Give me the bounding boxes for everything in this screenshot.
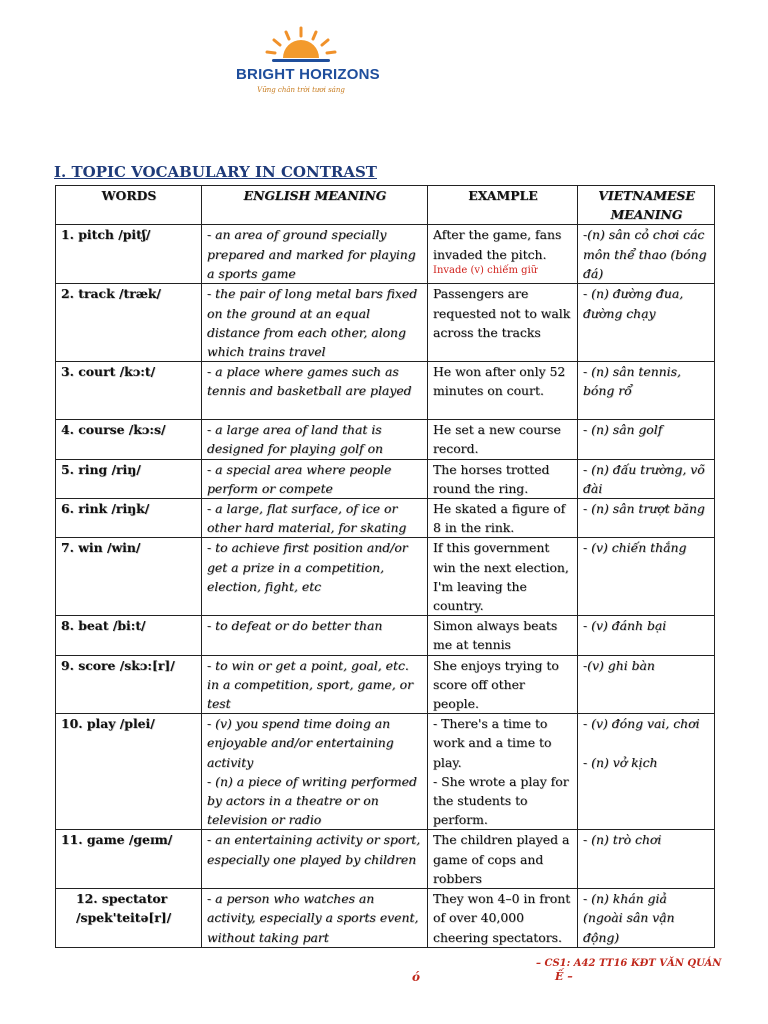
english-meaning-cell: - a large, flat surface, of ice or other hard material, for skating: [202, 499, 428, 538]
example-cell: [428, 225, 578, 284]
vietnamese-meaning-cell: - (n) sân trượt băng: [578, 499, 715, 538]
table-row: [56, 655, 715, 714]
example-cell: The horses trotted round the ring.: [428, 459, 578, 498]
example-text: After the game, fans invaded the pitch.: [433, 227, 562, 262]
example-cell: Passengers are requested not to walk across the tracks: [428, 284, 578, 362]
english-meaning-cell: - an entertaining activity or sport, especially one played by children: [202, 830, 428, 889]
word-cell: 7. win /win/: [56, 538, 202, 616]
section-title: I. TOPIC VOCABULARY IN CONTRAST: [54, 163, 377, 181]
vietnamese-meaning-cell: - (n) khán giả (ngoài sân vận động): [578, 889, 715, 948]
vietnamese-meaning-cell: - (n) sân golf: [578, 420, 715, 459]
table-row: [56, 420, 715, 459]
english-meaning-cell: - to achieve first position and/or get a prize in a competition, election, fight, etc: [202, 538, 428, 616]
example-cell: The children played a game of cops and robbers: [428, 830, 578, 889]
footer-sub: Ế –: [555, 970, 573, 983]
word-cell: 12. spectator /spek'teitə[r]/: [56, 889, 202, 948]
footer-address: – CS1: A42 TT16 KĐT VĂN QUÁN: [536, 958, 722, 969]
table-row: [56, 714, 715, 830]
vietnamese-meaning-cell: [578, 714, 715, 830]
english-meaning-cell: [202, 714, 428, 830]
example-noun: - She wrote a play for the students to perform.: [433, 773, 569, 828]
word-cell: 6. rink /riŋk/: [56, 499, 202, 538]
vietnamese-meaning-cell: -(v) ghi bàn: [578, 655, 715, 714]
word-cell: 5. ring /riŋ/: [56, 459, 202, 498]
english-meaning-cell: - a large area of land that is designed for playing golf on: [202, 420, 428, 459]
brand-name: BRIGHT HORIZONS: [236, 66, 380, 83]
vietnamese-meaning-cell: - (n) đấu trường, võ đài: [578, 459, 715, 498]
example-cell: He won after only 52 minutes on court.: [428, 362, 578, 420]
table-header-row: [56, 186, 715, 225]
example-cell: If this government win the next election, I'm leaving the country.: [428, 538, 578, 616]
brand-tagline: Vững chân trời tươi sáng: [257, 86, 345, 94]
vietnamese-noun: - (n) vở kịch: [583, 754, 658, 770]
table-row: [56, 499, 715, 538]
vocabulary-table: [55, 185, 715, 948]
table-row: [56, 889, 715, 948]
word-cell: 10. play /plei/: [56, 714, 202, 830]
table-row: [56, 362, 715, 420]
example-cell: He skated a figure of 8 in the rink.: [428, 499, 578, 538]
english-meaning-cell: - to win or get a point, goal, etc. in a competition, sport, game, or test: [202, 655, 428, 714]
word-cell: 9. score /skɔ:[r]/: [56, 655, 202, 714]
english-meaning-cell: - a place where games such as tennis and basketball are played: [202, 362, 428, 420]
english-meaning-verb: - (v) you spend time doing an enjoyable and/or entertaining activity: [207, 716, 394, 770]
word-cell: 1. pitch /pitʃ/: [56, 225, 202, 284]
english-meaning-cell: - a special area where people perform or compete: [202, 459, 428, 498]
example-cell: [428, 714, 578, 830]
header-example: EXAMPLE: [428, 186, 578, 225]
example-verb: - There's a time to work and a time to play.: [433, 716, 552, 770]
table-row: [56, 225, 715, 284]
word-cell: 4. course /kɔ:s/: [56, 420, 202, 459]
header-vietnamese-meaning: VIETNAMESE MEANING: [578, 186, 715, 225]
header-words: WORDS: [56, 186, 202, 225]
table-row: [56, 459, 715, 498]
english-meaning-cell: - a person who watches an activity, especially a sports event, without taking part: [202, 889, 428, 948]
table-row: [56, 538, 715, 616]
table-row: [56, 830, 715, 889]
vietnamese-meaning-cell: - (v) chiến thắng: [578, 538, 715, 616]
brand-logo: [236, 22, 380, 100]
vietnamese-meaning-cell: - (v) đánh bại: [578, 616, 715, 655]
vietnamese-meaning-cell: - (n) trò chơi: [578, 830, 715, 889]
example-cell: She enjoys trying to score off other people.: [428, 655, 578, 714]
vietnamese-meaning-cell: - (n) sân tennis, bóng rổ: [578, 362, 715, 420]
english-meaning-cell: - an area of ground specially prepared and marked for playing a sports game: [202, 225, 428, 284]
example-cell: Simon always beats me at tennis: [428, 616, 578, 655]
english-meaning-noun: - (n) a piece of writing performed by actors in a theatre or on television or radio: [207, 773, 417, 828]
footer-mark: ó: [412, 970, 421, 984]
english-meaning-cell: - the pair of long metal bars fixed on the ground at an equal distance from each other, along which trains travel: [202, 284, 428, 362]
example-note: Invade (v) chiếm giữ: [433, 264, 538, 276]
example-cell: He set a new course record.: [428, 420, 578, 459]
example-cell: They won 4–0 in front of over 40,000 cheering spectators.: [428, 889, 578, 948]
table-row: [56, 284, 715, 362]
vietnamese-verb: - (v) đóng vai, chơi: [583, 716, 700, 732]
vietnamese-meaning-cell: - (n) đường đua, đường chạy: [578, 284, 715, 362]
word-cell: 11. game /geɪm/: [56, 830, 202, 889]
word-cell: 8. beat /bi:t/: [56, 616, 202, 655]
table-row: [56, 616, 715, 655]
header-english-meaning: ENGLISH MEANING: [202, 186, 428, 225]
word-cell: 2. track /træk/: [56, 284, 202, 362]
english-meaning-cell: - to defeat or do better than: [202, 616, 428, 655]
sun-logo-icon: [264, 24, 338, 66]
vietnamese-meaning-cell: -(n) sân cỏ chơi các môn thể thao (bóng đá): [578, 225, 715, 284]
word-cell: 3. court /kɔ:t/: [56, 362, 202, 420]
